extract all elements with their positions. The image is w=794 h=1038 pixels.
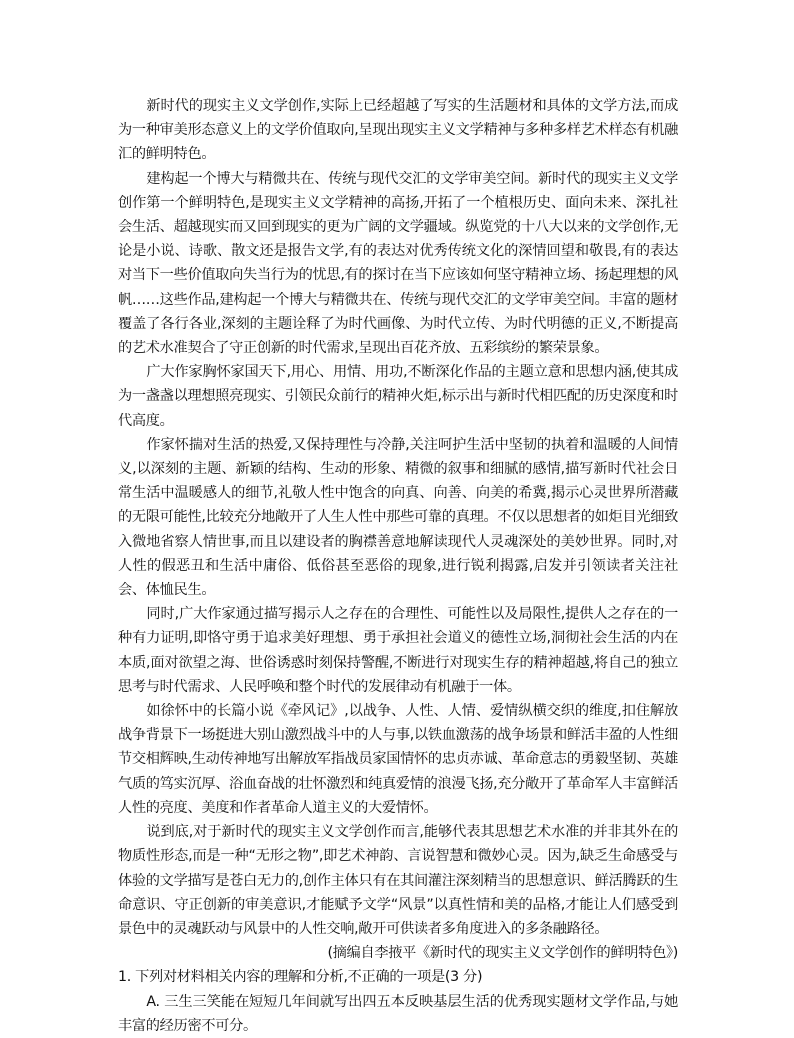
option-a: A. 三生三笑能在短短几年间就写出四五本反映基层生活的优秀现实题材文学作品,与她丰富的经历密不可分。 bbox=[118, 993, 678, 1034]
article bbox=[118, 94, 678, 965]
paragraph-4: 作家怀揣对生活的热爱,又保持理性与冷静,关注呵护生活中坚韧的执着和温暖的人间情义,以深刻的主题、新颖的结构、生动的形象、精微的叙事和细腻的感情,描写新时代社会日常生活中温暖感人的细节,礼敬人性中饱含的向真、向善、向美的希冀,揭示心灵世界所潜藏的无限可能性,比较充分地敞开了人生人性中那些可靠的真理。不仅以思想者的如炬目光细致入微地省察人情世事,而且以建设者的胸襟善意地解读现代人灵魂深处的美妙世界。同时,对人性的假恶丑和生活中庸俗、低俗甚至恶俗的现象,进行锐利揭露,启发并引领读者关注社会、体恤民生。 bbox=[118, 436, 678, 599]
paragraph-6: 如徐怀中的长篇小说《牵风记》,以战争、人性、人情、爱情纵横交织的维度,扣住解放战争背景下一场挺进大别山激烈战斗中的人与事,以铁血激荡的战争场景和鲜活丰盈的人性细节交相辉映,生动传神地写出解放军指战员家国情怀的忠贞赤诚、革命意志的勇毅坚韧、英雄气质的笃实沉厚、浴血奋战的壮怀激烈和纯真爱情的浪漫飞扬,充分敞开了革命军人丰富鲜活人性的亮度、美度和作者革命人道主义的大爱情怀。 bbox=[118, 703, 678, 816]
question-stem: 1. 下列对材料相关内容的理解和分析,不正确的一项是(3 分) bbox=[118, 969, 483, 986]
source-citation: (摘编自李掖平《新时代的现实主义文学创作的鲜明特色》) bbox=[327, 945, 678, 962]
paragraph-5: 同时,广大作家通过描写揭示人之存在的合理性、可能性以及局限性,提供人之存在的一种有力证明,即恪守勇于追求美好理想、勇于承担社会道义的德性立场,洞彻社会生活的内在本质,面对欲望之海、世俗诱惑时刻保持警醒,不断进行对现实生存的精神超越,将自己的独立思考与时代需求、人民呼唤和整个时代的发展律动有机融于一体。 bbox=[118, 606, 678, 695]
paragraph-3: 广大作家胸怀家国天下,用心、用情、用功,不断深化作品的主题立意和思想内涵,使其成为一盏盏以理想照亮现实、引领民众前行的精神火炬,标示出与新时代相匹配的历史深度和时代高度。 bbox=[118, 364, 678, 429]
paragraph-2: 建构起一个博大与精微共在、传统与现代交汇的文学审美空间。新时代的现实主义文学创作第一个鲜明特色,是现实主义文学精神的高扬,开拓了一个植根历史、面向未来、深扎社会生活、超越现实而又回到现实的更为广阔的文学疆域。纵览党的十八大以来的文学创作,无论是小说、诗歌、散文还是报告文学,有的表达对优秀传统文化的深情回望和敬畏,有的表达对当下一些价值取向失当行为的忧思,有的探讨在当下应该如何坚守精神立场、扬起理想的风帆……这些作品,建构起一个博大与精微共在、传统与现代交汇的文学审美空间。丰富的题材覆盖了各行各业,深刻的主题诠释了为时代画像、为时代立传、为时代明德的正义,不断提高的艺术水准契合了守正创新的时代需求,呈现出百花齐放、五彩缤纷的繁荣景象。 bbox=[118, 170, 678, 357]
paragraph-1: 新时代的现实主义文学创作,实际上已经超越了写实的生活题材和具体的文学方法,而成为一种审美形态意义上的文学价值取向,呈现出现实主义文学精神与多种多样艺术样态有机融汇的鲜明特色。 bbox=[118, 98, 678, 163]
question-block bbox=[118, 965, 678, 1038]
document-page bbox=[118, 94, 678, 1038]
paragraph-7: 说到底,对于新时代的现实主义文学创作而言,能够代表其思想艺术水准的并非其外在的物质性形态,而是一种“无形之物”,即艺术神韵、言说智慧和微妙心灵。因为,缺乏生命感受与体验的文学描写是苍白无力的,创作主体只有在其间灌注深刻精当的思想意识、鲜活腾跃的生命意识、守正创新的审美意识,才能赋予文学“风景”以真性情和美的品格,才能让人们感受到景色中的灵魂跃动与风景中的人性交响,敞开可供读者多角度进入的多条融路径。 bbox=[118, 824, 678, 937]
